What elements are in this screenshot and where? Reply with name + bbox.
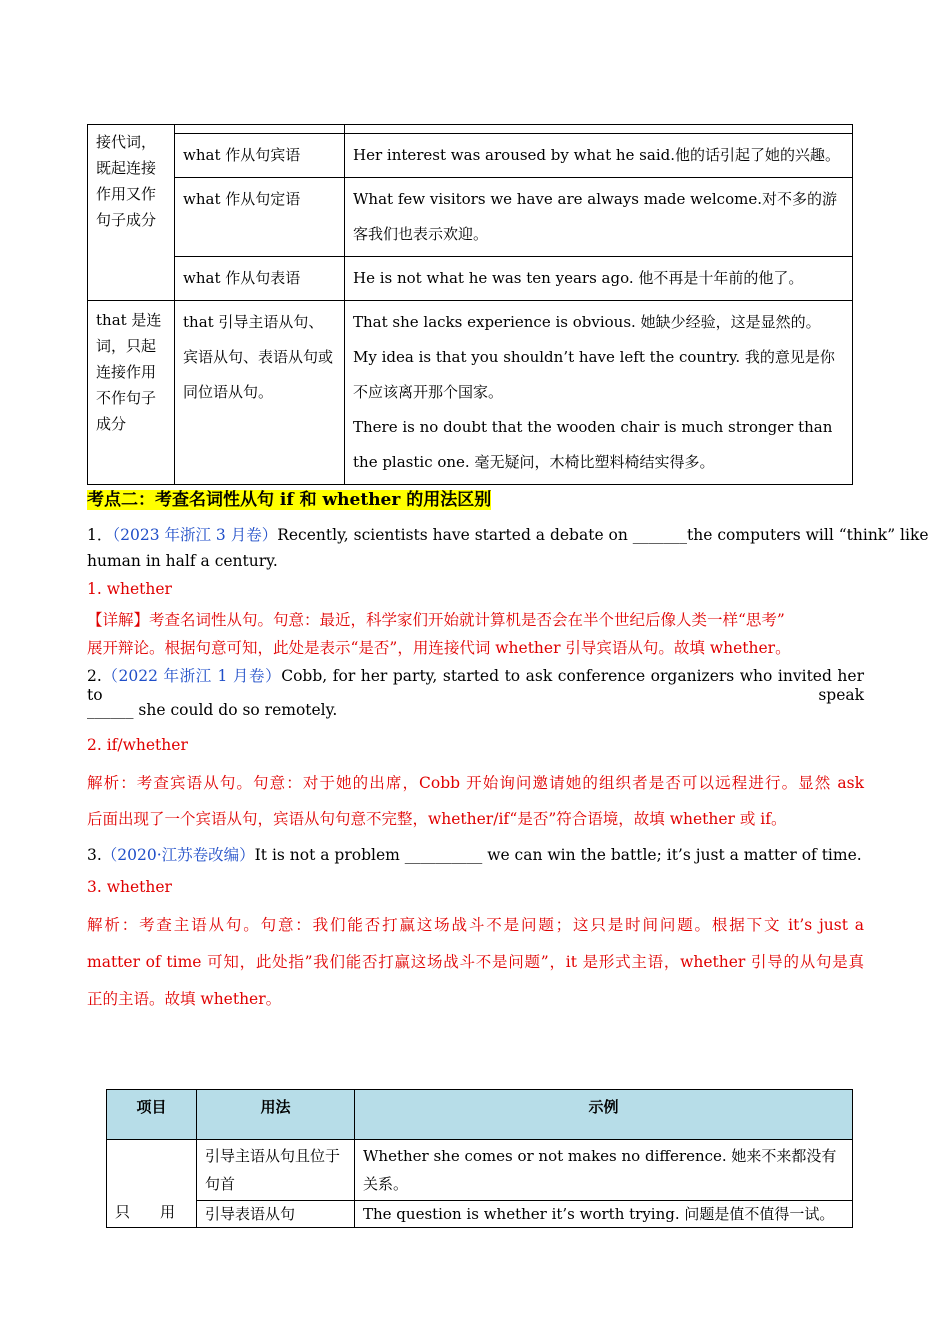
explanation-line: 展开辩论。根据句意可知，此处是表示“是否”，用连接代词 whether 引导宾语从句。故填 whether。 (87, 639, 791, 657)
explanation-line: 【详解】考查名词性从句。句意：最近，科学家们开始就计算机是否会在半个世纪后像人类一样“思考” (87, 611, 785, 629)
answer: 3. whether (87, 878, 172, 896)
table-cell: that 引导主语从句、宾语从句、表语从句或同位语从句。 (175, 301, 345, 485)
table-cell: Her interest was aroused by what he said.他的话引起了她的兴趣。 (345, 134, 853, 178)
table-row (107, 1201, 853, 1228)
example-sentence: There is no doubt that the wooden chair is much stronger than the plastic one. 毫无疑问，木椅比塑料椅结实得多。 (353, 418, 833, 471)
table-header: 项目 (107, 1090, 197, 1140)
table-cell: 引导主语从句且位于句首 (197, 1140, 355, 1201)
table-cell: Whether she comes or not makes no difference. 她来不来都没有关系。 (355, 1140, 853, 1201)
table-row (88, 125, 853, 134)
question-line: human in half a century. (87, 552, 278, 570)
question-text: It is not a problem __________ we can win the battle; it’s just a matter of time. (254, 846, 862, 864)
question-line (87, 523, 929, 545)
table-cell: what 作从句表语 (175, 257, 345, 301)
table-cell: what 作从句宾语 (175, 134, 345, 178)
example-sentence: That she lacks experience is obvious. 她缺少经验，这是显然的。 (353, 313, 821, 331)
explanation-line: 解析：考查主语从句。句意：我们能否打赢这场战斗不是问题；这只是时间问题。根据下文 it’s just a (87, 916, 864, 934)
question-source: （2023 年浙江 3 月卷） (112, 526, 278, 544)
example-sentence: My idea is that you shouldn’t have left the country. 我的意见是你不应该离开那个国家。 (353, 348, 835, 401)
table-cell: what 作从句定语 (175, 178, 345, 257)
answer: 1. whether (87, 580, 172, 598)
question-source: （2022 年浙江 1 月卷） (101, 667, 282, 685)
table-header: 示例 (355, 1090, 853, 1140)
table-cell: 引导表语从句 (197, 1201, 355, 1228)
explanation-line: 后面出现了一个宾语从句，宾语从句句意不完整，whether/if“是否”符合语境，故填 whether 或 if。 (87, 810, 787, 828)
table-cell (175, 125, 345, 134)
table-cell (345, 301, 853, 485)
if-whether-table (106, 1089, 853, 1228)
answer: 2. if/whether (87, 736, 188, 754)
table-cell (345, 125, 853, 134)
table-cell: 接代词，既起连接作用又作句子成分 (88, 125, 175, 301)
table-row (88, 257, 853, 301)
pronoun-usage-table (87, 124, 853, 485)
table-row (107, 1140, 853, 1201)
question-text: Cobb, for her party, started to ask conference organizers who invited her to speak (87, 667, 864, 704)
explanation-line: matter of time 可知，此处指”我们能否打赢这场战斗不是问题”，it 是形式主语，whether 引导的从句是真 (87, 953, 864, 971)
table-cell: The question is whether it’s worth trying. 问题是值不值得一试。 (355, 1201, 853, 1228)
question-number: 2. (87, 667, 102, 685)
section-heading: 考点二：考查名词性从句 if 和 whether 的用法区别 (87, 490, 492, 510)
table-row (88, 301, 853, 485)
table-cell: that 是连词，只起连接作用不作句子成分 (88, 301, 175, 485)
table-cell: 只 用 (107, 1140, 197, 1228)
table-header-row (107, 1090, 853, 1140)
table-row (88, 178, 853, 257)
question-source: （2020·江苏卷改编） (101, 846, 255, 864)
table-cell: He is not what he was ten years ago. 他不再是十年前的他了。 (345, 257, 853, 301)
explanation-line: 正的主语。故填 whether。 (87, 990, 282, 1008)
question-line (87, 843, 864, 865)
question-text: Recently, scientists have started a debate on _______the computers will “think” like (277, 526, 929, 544)
table-row (88, 134, 853, 178)
question-line: ______ she could do so remotely. (87, 701, 338, 719)
table-cell: What few visitors we have are always made welcome.对不多的游客我们也表示欢迎。 (345, 178, 853, 257)
question-number: 1． (87, 526, 113, 544)
explanation-line: 解析：考查宾语从句。句意：对于她的出席，Cobb 开始询问邀请她的组织者是否可以远程进行。显然 ask (87, 774, 864, 792)
table-header: 用法 (197, 1090, 355, 1140)
question-number: 3. (87, 846, 102, 864)
question-line (87, 664, 864, 704)
